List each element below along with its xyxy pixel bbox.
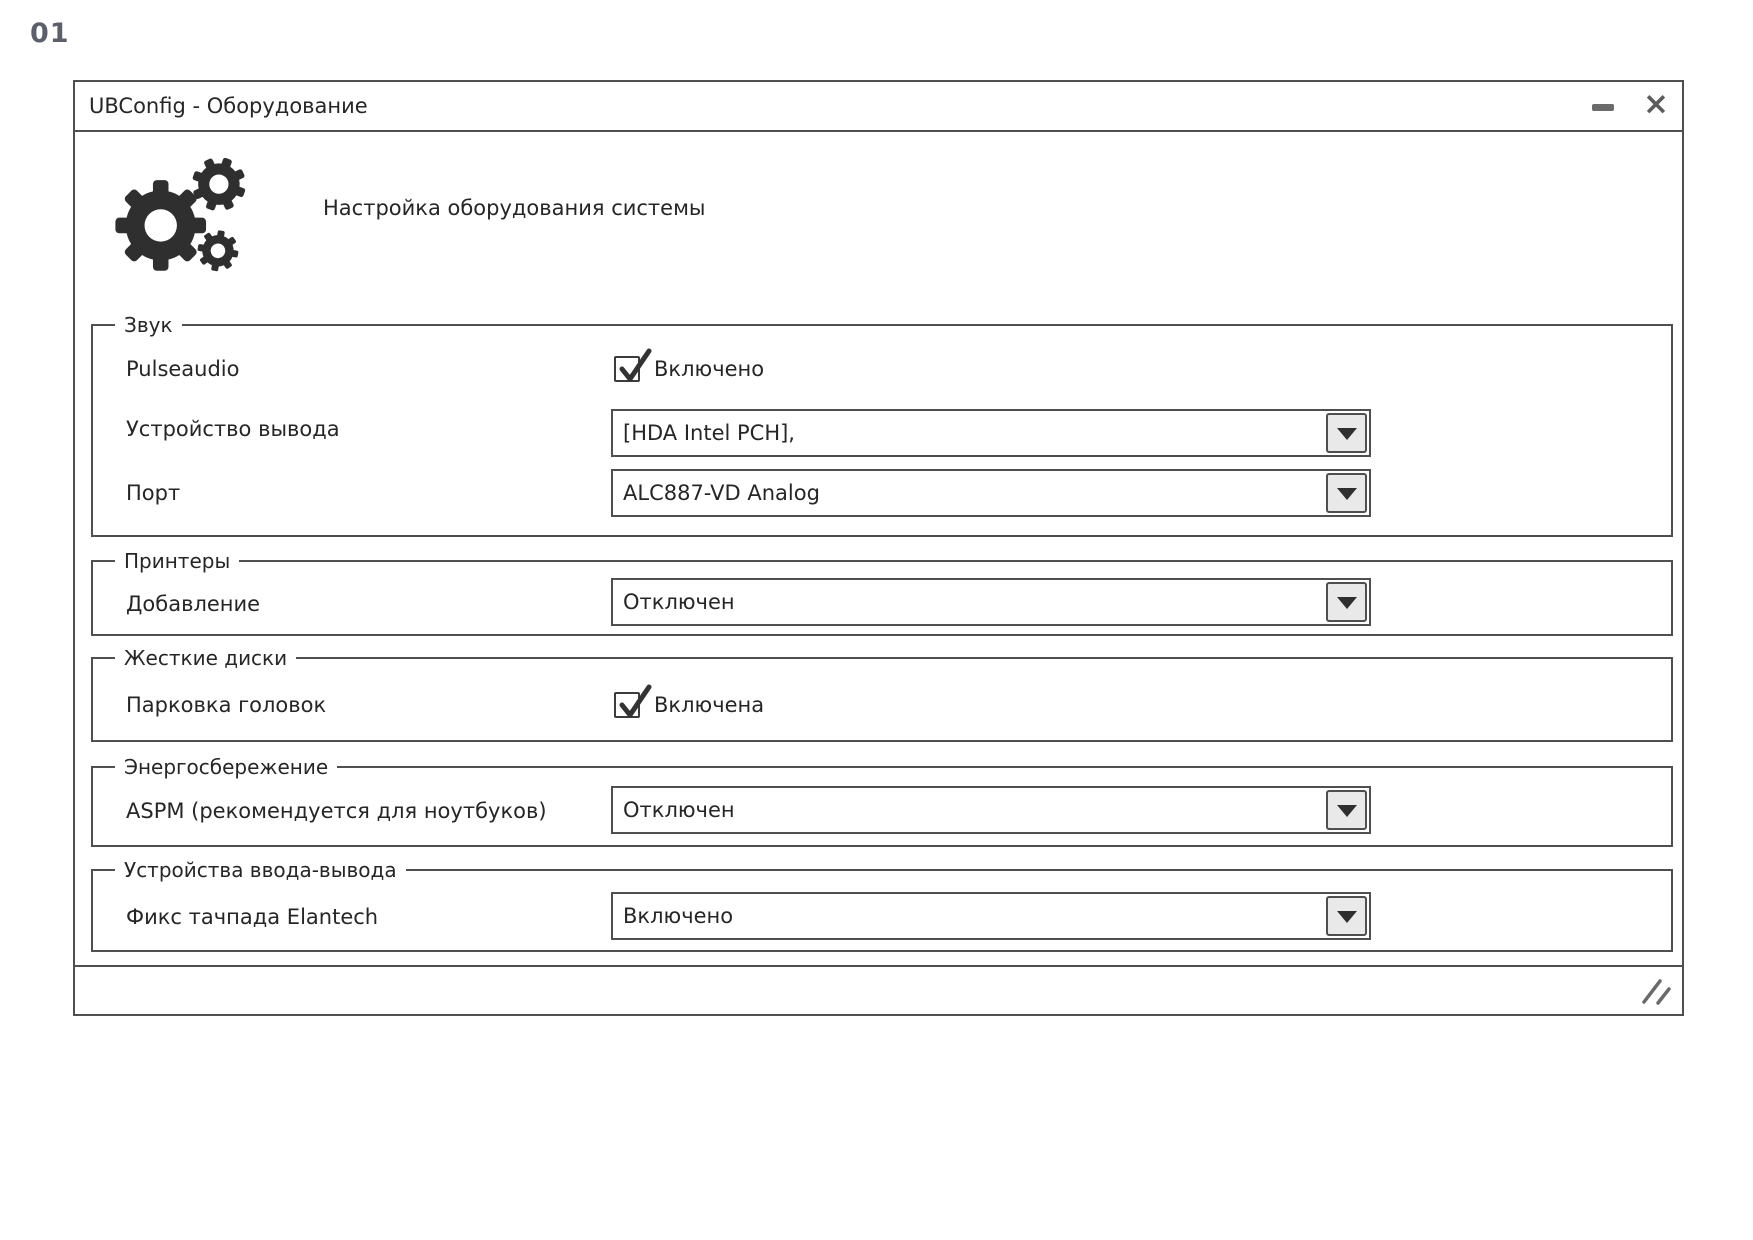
group-sound xyxy=(91,313,1673,537)
header-caption: Настройка оборудования системы xyxy=(323,196,706,220)
group-hard-disks xyxy=(91,646,1673,742)
title-bar[interactable] xyxy=(75,82,1682,132)
group-hard-disks-label: Жесткие диски xyxy=(115,645,296,671)
dropdown-button[interactable] xyxy=(1326,896,1367,936)
printers-add-label: Добавление xyxy=(126,592,261,616)
close-button[interactable] xyxy=(1640,82,1672,130)
status-bar xyxy=(75,965,1682,1014)
checkmark-icon xyxy=(615,679,653,721)
group-sound-label: Звук xyxy=(115,312,182,338)
chevron-down-icon xyxy=(1337,597,1357,609)
checkmark-icon xyxy=(615,343,653,385)
chevron-down-icon xyxy=(1337,805,1357,817)
dropdown-button[interactable] xyxy=(1326,582,1367,622)
chevron-down-icon xyxy=(1337,488,1357,500)
port-dropdown[interactable] xyxy=(611,469,1371,517)
minimize-icon xyxy=(1592,104,1614,111)
window-title: UBConfig - Оборудование xyxy=(89,94,368,118)
head-parking-state-label: Включена xyxy=(654,693,765,717)
output-device-label: Устройство вывода xyxy=(126,417,340,441)
pulseaudio-label: Pulseaudio xyxy=(126,357,240,381)
gears-icon xyxy=(111,156,263,278)
dropdown-button[interactable] xyxy=(1326,413,1367,453)
group-power-saving xyxy=(91,755,1673,847)
dropdown-button[interactable] xyxy=(1326,790,1367,830)
resize-grip-icon[interactable] xyxy=(1640,978,1674,1006)
chevron-down-icon xyxy=(1337,911,1357,923)
group-power-saving-label: Энергосбережение xyxy=(115,754,337,780)
group-io-devices-label: Устройства ввода-вывода xyxy=(115,857,406,883)
pulseaudio-state-label: Включено xyxy=(654,357,765,381)
minimize-button[interactable] xyxy=(1590,100,1616,114)
aspm-label: ASPM (рекомендуется для ноутбуков) xyxy=(126,799,547,823)
dropdown-button[interactable] xyxy=(1326,473,1367,513)
printers-add-value: Отключен xyxy=(623,590,735,614)
head-parking-checkbox[interactable] xyxy=(614,692,640,718)
output-device-dropdown[interactable] xyxy=(611,409,1371,457)
close-icon: × xyxy=(1643,86,1669,122)
ubconfig-window xyxy=(73,80,1684,1016)
output-device-value: [HDA Intel PCH], xyxy=(623,421,795,445)
head-parking-label: Парковка головок xyxy=(126,693,327,717)
group-printers xyxy=(91,549,1673,636)
group-printers-label: Принтеры xyxy=(115,548,239,574)
aspm-value: Отключен xyxy=(623,798,735,822)
port-label: Порт xyxy=(126,481,181,505)
printers-add-dropdown[interactable] xyxy=(611,578,1371,626)
group-io-devices xyxy=(91,858,1673,952)
port-value: ALC887-VD Analog xyxy=(623,481,820,505)
page-number-label: 01 xyxy=(30,18,70,49)
elantech-fix-dropdown[interactable] xyxy=(611,892,1371,940)
elantech-fix-label: Фикс тачпада Elantech xyxy=(126,905,379,929)
elantech-fix-value: Включено xyxy=(623,904,734,928)
aspm-dropdown[interactable] xyxy=(611,786,1371,834)
chevron-down-icon xyxy=(1337,428,1357,440)
pulseaudio-checkbox[interactable] xyxy=(614,356,640,382)
